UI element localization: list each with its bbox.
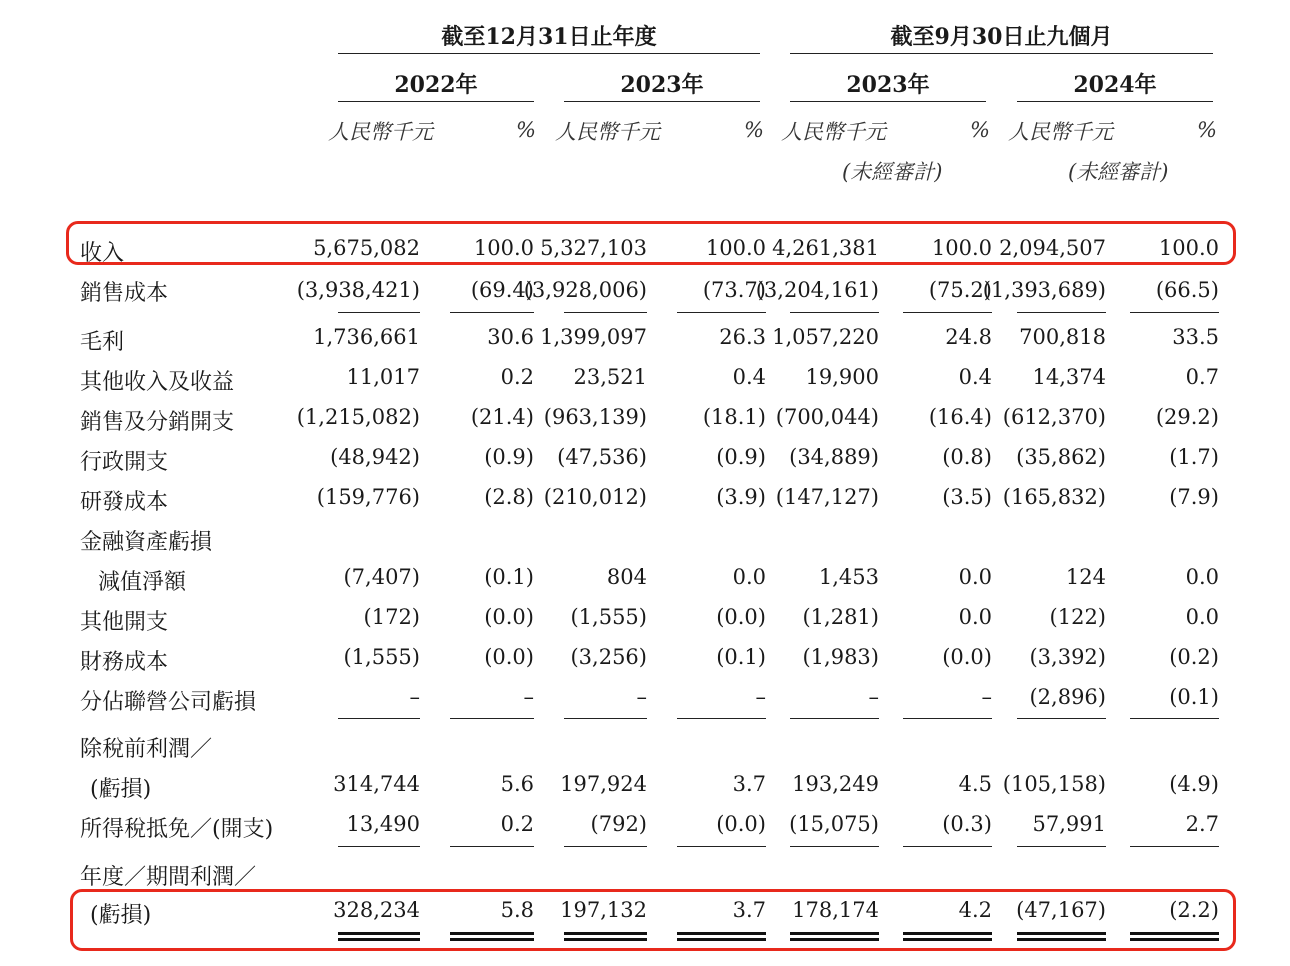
table-cell: 124	[1065, 565, 1106, 589]
table-cell: 11,017	[346, 365, 420, 389]
subtotal-rule	[450, 718, 534, 719]
table-cell: (0.0)	[716, 812, 766, 836]
table-cell: 314,744	[333, 772, 420, 796]
row-label-selling-expenses: 銷售及分銷開支	[80, 410, 235, 435]
table-cell: (18.1)	[702, 405, 766, 429]
subtotal-rule	[1130, 312, 1219, 313]
table-cell: 100.0	[705, 236, 766, 260]
row-label-other-expenses: 其他開支	[80, 610, 169, 635]
year-header-2024: 2024年	[1073, 72, 1157, 98]
table-cell: 2.7	[1185, 812, 1219, 836]
row-label-gross-profit: 毛利	[80, 330, 125, 355]
subtotal-rule	[677, 846, 766, 847]
table-cell: (69.4)	[470, 278, 534, 302]
table-cell: (0.9)	[716, 445, 766, 469]
table-cell: 26.3	[719, 325, 766, 349]
table-cell: (1,215,082)	[296, 405, 420, 429]
unit-label-2: 人民幣千元	[555, 120, 660, 144]
table-cell: (2.8)	[484, 485, 534, 509]
table-cell: (0.1)	[1169, 685, 1219, 709]
table-cell: 0.0	[1185, 565, 1219, 589]
subtotal-rule	[790, 312, 879, 313]
table-cell: (147,127)	[775, 485, 879, 509]
unit-label-3: 人民幣千元	[781, 120, 886, 144]
table-cell: (2,896)	[1029, 685, 1106, 709]
table-cell: –	[868, 685, 879, 709]
year-header-2023a: 2023年	[620, 72, 704, 98]
table-cell: 0.4	[732, 365, 766, 389]
subtotal-rule	[790, 846, 879, 847]
table-cell: (21.4)	[470, 405, 534, 429]
table-cell: 328,234	[333, 898, 420, 922]
table-cell: 30.6	[487, 325, 534, 349]
table-cell: (34,889)	[789, 445, 879, 469]
table-cell: (4.9)	[1169, 772, 1219, 796]
table-cell: (35,862)	[1016, 445, 1106, 469]
table-cell: 3.7	[732, 898, 766, 922]
table-cell: 0.4	[958, 365, 992, 389]
table-cell: (0.0)	[484, 605, 534, 629]
header-group-year-end: 截至12月31日止年度	[441, 24, 657, 50]
subtotal-rule	[338, 718, 420, 719]
subtotal-rule	[903, 312, 992, 313]
table-cell: (0.0)	[716, 605, 766, 629]
row-label-finance-costs: 財務成本	[80, 650, 169, 675]
subtotal-rule	[564, 846, 647, 847]
year-header-2022: 2022年	[394, 72, 478, 98]
table-cell: (1,555)	[570, 605, 647, 629]
table-cell: (3.9)	[716, 485, 766, 509]
table-cell: (0.1)	[716, 645, 766, 669]
table-cell: 33.5	[1172, 325, 1219, 349]
subtotal-rule	[1017, 718, 1106, 719]
subtotal-rule	[564, 312, 647, 313]
year-header-2023b: 2023年	[846, 72, 930, 98]
table-cell: 19,900	[805, 365, 879, 389]
table-cell: (210,012)	[543, 485, 647, 509]
header-group2-rule	[790, 53, 1213, 54]
table-cell: (0.9)	[484, 445, 534, 469]
table-cell: 4,261,381	[772, 236, 879, 260]
table-cell: (1,281)	[802, 605, 879, 629]
table-cell: (1,983)	[802, 645, 879, 669]
table-cell: (700,044)	[775, 405, 879, 429]
table-cell: (0.3)	[942, 812, 992, 836]
row-label-period-profit: 年度／期間利潤／	[80, 865, 257, 890]
table-cell: 4.2	[958, 898, 992, 922]
table-cell: (3,256)	[570, 645, 647, 669]
table-cell: 178,174	[792, 898, 879, 922]
year-rule-3	[790, 101, 986, 102]
row-label-impairment-net: 減值淨額	[98, 570, 187, 595]
row-label-rd-costs: 研發成本	[80, 490, 169, 515]
table-cell: –	[409, 685, 420, 709]
table-cell: (48,942)	[330, 445, 420, 469]
table-cell: –	[755, 685, 766, 709]
table-cell: 2,094,507	[999, 236, 1106, 260]
table-cell: 100.0	[473, 236, 534, 260]
table-cell: 197,132	[560, 898, 647, 922]
table-cell: (3.5)	[942, 485, 992, 509]
table-cell: 3.7	[732, 772, 766, 796]
year-rule-4	[1017, 101, 1213, 102]
subtotal-rule	[677, 718, 766, 719]
table-cell: 0.0	[958, 605, 992, 629]
table-cell: 0.0	[958, 565, 992, 589]
table-cell: (792)	[590, 812, 647, 836]
table-cell: (47,536)	[557, 445, 647, 469]
table-cell: 5,675,082	[313, 236, 420, 260]
table-cell: (47,167)	[1016, 898, 1106, 922]
table-cell: 5.8	[500, 898, 534, 922]
table-cell: –	[523, 685, 534, 709]
table-cell: (105,158)	[1002, 772, 1106, 796]
table-cell: (3,928,006)	[523, 278, 647, 302]
unit-label-4: 人民幣千元	[1008, 120, 1113, 144]
table-cell: (2.2)	[1169, 898, 1219, 922]
subtotal-rule	[1017, 846, 1106, 847]
table-cell: (3,204,161)	[755, 278, 879, 302]
net-profit-highlight-box	[70, 889, 1236, 951]
table-cell: 14,374	[1032, 365, 1106, 389]
table-cell: (0.8)	[942, 445, 992, 469]
unaudited-label-2: (未經審計)	[1068, 160, 1169, 184]
row-label-period-loss: (虧損)	[90, 903, 152, 928]
table-cell: –	[636, 685, 647, 709]
table-cell: 0.2	[500, 365, 534, 389]
table-cell: 1,399,097	[540, 325, 647, 349]
row-label-financial-asset-loss: 金融資產虧損	[80, 530, 213, 555]
table-cell: (7.9)	[1169, 485, 1219, 509]
table-cell: 804	[606, 565, 647, 589]
subtotal-rule	[450, 846, 534, 847]
table-cell: 24.8	[945, 325, 992, 349]
table-cell: (0.2)	[1169, 645, 1219, 669]
row-label-pretax-profit: 除稅前利潤／	[80, 737, 213, 762]
subtotal-rule	[1017, 312, 1106, 313]
table-cell: 23,521	[573, 365, 647, 389]
subtotal-rule	[450, 312, 534, 313]
row-label-revenue: 收入	[80, 241, 125, 266]
table-cell: (29.2)	[1155, 405, 1219, 429]
subtotal-rule	[338, 312, 420, 313]
table-cell: 57,991	[1032, 812, 1106, 836]
table-cell: (963,139)	[543, 405, 647, 429]
table-cell: (66.5)	[1155, 278, 1219, 302]
table-cell: 100.0	[931, 236, 992, 260]
table-cell: (1,393,689)	[982, 278, 1106, 302]
table-cell: (0.0)	[484, 645, 534, 669]
table-cell: 13,490	[346, 812, 420, 836]
row-label-cost-of-sales: 銷售成本	[80, 281, 169, 306]
row-label-income-tax: 所得稅抵免／(開支)	[80, 817, 274, 842]
header-group1-rule	[338, 53, 760, 54]
table-cell: (0.1)	[484, 565, 534, 589]
subtotal-rule	[903, 846, 992, 847]
subtotal-rule	[338, 846, 420, 847]
table-cell: 1,453	[818, 565, 879, 589]
table-cell: (612,370)	[1002, 405, 1106, 429]
table-cell: (122)	[1049, 605, 1106, 629]
table-cell: (1.7)	[1169, 445, 1219, 469]
row-label-share-of-associate-loss: 分佔聯營公司虧損	[80, 690, 257, 715]
table-cell: 100.0	[1158, 236, 1219, 260]
table-cell: (3,392)	[1029, 645, 1106, 669]
table-cell: (75.2)	[928, 278, 992, 302]
row-label-other-income: 其他收入及收益	[80, 370, 235, 395]
pct-label-3: %	[970, 118, 990, 142]
pct-label-4: %	[1197, 118, 1217, 142]
year-rule-2	[564, 101, 760, 102]
table-cell: 5.6	[500, 772, 534, 796]
table-cell: (172)	[363, 605, 420, 629]
table-cell: 1,057,220	[772, 325, 879, 349]
table-cell: (7,407)	[343, 565, 420, 589]
table-cell: –	[981, 685, 992, 709]
table-cell: (73.7)	[702, 278, 766, 302]
unaudited-label-1: (未經審計)	[842, 160, 943, 184]
table-cell: 1,736,661	[313, 325, 420, 349]
subtotal-rule	[564, 718, 647, 719]
table-cell: 5,327,103	[540, 236, 647, 260]
year-rule-1	[338, 101, 534, 102]
table-cell: 0.0	[732, 565, 766, 589]
table-cell: 197,924	[560, 772, 647, 796]
subtotal-rule	[677, 312, 766, 313]
table-cell: (15,075)	[789, 812, 879, 836]
header-group-nine-months: 截至9月30日止九個月	[890, 24, 1113, 50]
row-label-pretax-loss: (虧損)	[90, 777, 152, 802]
table-cell: (3,938,421)	[296, 278, 420, 302]
revenue-highlight-box	[66, 221, 1236, 265]
pct-label-2: %	[744, 118, 764, 142]
subtotal-rule	[903, 718, 992, 719]
table-cell: (0.0)	[942, 645, 992, 669]
subtotal-rule	[1130, 846, 1219, 847]
table-cell: 193,249	[792, 772, 879, 796]
table-cell: 0.0	[1185, 605, 1219, 629]
subtotal-rule	[790, 718, 879, 719]
table-cell: 700,818	[1019, 325, 1106, 349]
subtotal-rule	[1130, 718, 1219, 719]
row-label-admin-expenses: 行政開支	[80, 450, 169, 475]
unit-label-1: 人民幣千元	[328, 120, 433, 144]
table-cell: 0.2	[500, 812, 534, 836]
table-cell: 4.5	[958, 772, 992, 796]
table-cell: (16.4)	[928, 405, 992, 429]
table-cell: (159,776)	[316, 485, 420, 509]
pct-label-1: %	[516, 118, 536, 142]
table-cell: (165,832)	[1002, 485, 1106, 509]
table-cell: 0.7	[1185, 365, 1219, 389]
table-cell: (1,555)	[343, 645, 420, 669]
